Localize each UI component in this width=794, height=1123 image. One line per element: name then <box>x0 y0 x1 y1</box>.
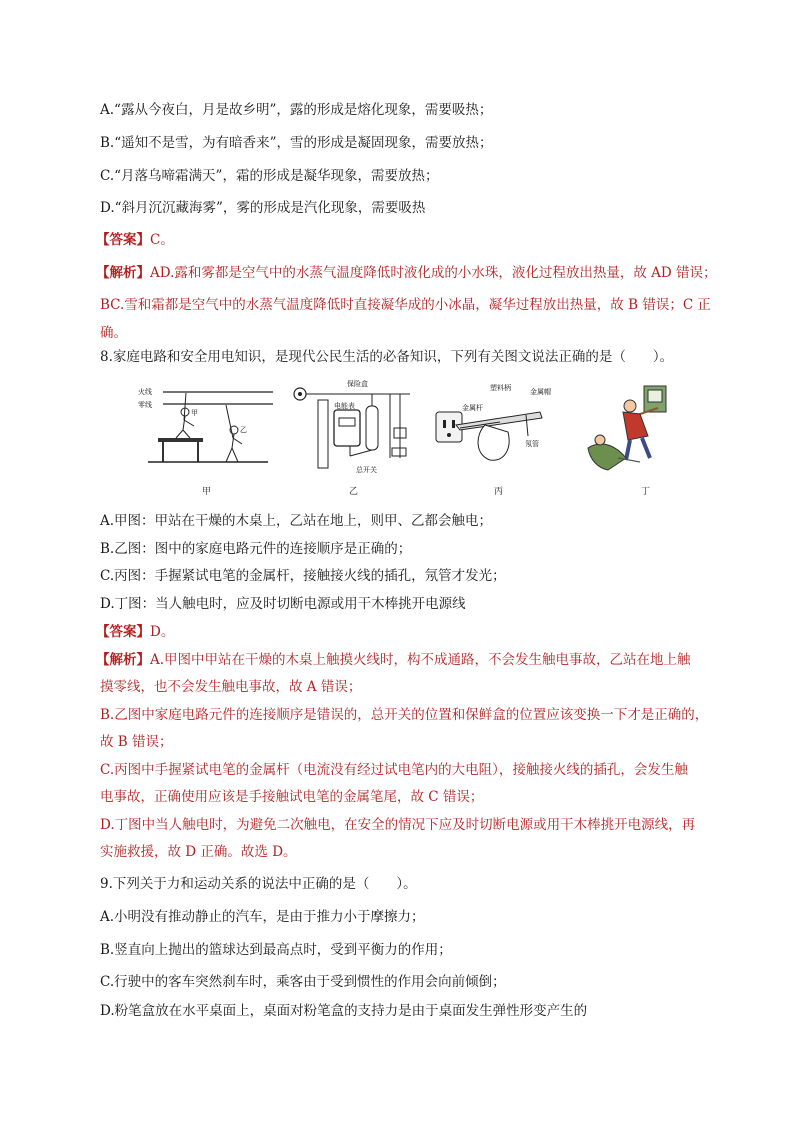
q7-option-b: B.“遥知不是雪，为有暗香来”，雪的形成是凝固现象，需要放热； <box>100 135 493 151</box>
q7-option-c: C.“月落乌啼霜满天”，霜的形成是凝华现象，需要放热； <box>100 168 439 184</box>
person-jia-label: 甲 <box>191 409 198 417</box>
q9-option-d: D.粉笔盒放在水平桌面上，桌面对粉笔盒的支持力是由于桌面发生弹性形变产生的 <box>100 1003 588 1019</box>
neon-tube-label: 氖管 <box>525 440 539 448</box>
q8-analysis-line-7: D.丁图中当人触电时，为避免二次触电，在安全的情况下应及时切断电源或用干木棒挑开电源线，再 <box>100 817 696 833</box>
q9-stem: 9.下列关于力和运动关系的说法中正确的是（ ）。 <box>100 876 417 892</box>
plastic-handle-label: 塑料柄 <box>490 384 511 392</box>
metal-cap-label: 金属帽 <box>530 388 551 396</box>
analysis-tag: 【解析】 <box>96 652 150 668</box>
answer-value: C。 <box>150 232 174 248</box>
answer-value: D。 <box>150 624 175 640</box>
q8-option-a: A.甲图：甲站在干燥的木桌上，乙站在地上，则甲、乙都会触电； <box>100 513 493 529</box>
figure-ding <box>578 378 688 478</box>
figure-yi <box>290 378 420 478</box>
main-switch-label: 总开关 <box>356 466 377 474</box>
answer-tag: 【答案】 <box>96 624 150 640</box>
figure-bing-caption: 丙 <box>494 487 504 497</box>
q9-option-c: C.行驶中的客车突然刹车时，乘客由于受到惯性的作用会向前倾倒； <box>100 974 506 990</box>
q7-analysis-line-3: 确。 <box>100 325 127 341</box>
q9-option-b: B.竖直向上抛出的篮球达到最高点时，受到平衡力的作用； <box>100 942 452 958</box>
q8-analysis-line-6: 电事故，正确使用应该是手接触试电笔的金属笔尾，故 C 错误； <box>100 789 484 805</box>
q9-option-a: A.小明没有推动静止的汽车，是由于推力小于摩擦力； <box>100 909 425 925</box>
q8-analysis-line-3: B.乙图中家庭电路元件的连接顺序是错误的，总开关的位置和保鲜盒的位置应该变换一下才是正确的， <box>100 707 709 723</box>
answer-tag: 【答案】 <box>96 232 150 248</box>
analysis-text: AD.露和雾都是空气中的水蒸气温度降低时液化成的小水珠，液化过程放出热量，故 AD 错误； <box>150 265 717 281</box>
figure-bing <box>430 380 560 480</box>
q8-stem: 8.家庭电路和安全用电知识，是现代公民生活的必备知识，下列有关图文说法正确的是（ ）。 <box>100 349 674 365</box>
figure-jia <box>138 380 273 475</box>
figure-yi-caption: 乙 <box>349 487 359 497</box>
q8-analysis-line-8: 实施救援，故 D 正确。故选 D。 <box>100 844 297 860</box>
analysis-text: A.甲图中甲站在干燥的木桌上触摸火线时，构不成通路，不会发生触电事故，乙站在地上触 <box>150 652 691 668</box>
meter-label: 电能表 <box>334 402 355 410</box>
q8-analysis-line-1 <box>96 650 691 670</box>
figure-ding-caption: 丁 <box>641 487 651 497</box>
fuse-box-label: 保险盒 <box>347 380 368 388</box>
metal-rod-label: 金属杆 <box>462 404 483 412</box>
q7-option-a: A.“露从今夜白，月是故乡明”，露的形成是熔化现象，需要吸热； <box>100 102 493 118</box>
q8-analysis-line-4: 故 B 错误； <box>100 734 173 750</box>
q8-option-c: C.丙图：手握紧试电笔的金属杆，接触接火线的插孔，氖管才发光； <box>100 568 506 584</box>
q8-option-d: D.丁图：当人触电时，应及时切断电源或用干木棒挑开电源线 <box>100 596 466 612</box>
q7-answer <box>96 230 174 250</box>
live-wire-label: 火线 <box>138 388 152 396</box>
q7-option-d: D.“斜月沉沉藏海雾”，雾的形成是汽化现象，需要吸热 <box>100 200 426 216</box>
person-yi-label: 乙 <box>240 426 247 434</box>
q8-analysis-line-5: C.丙图中手握紧试电笔的金属杆（电流没有经过试电笔内的大电阻），接触接火线的插孔，会发生触 <box>100 762 688 778</box>
q8-answer <box>96 622 174 642</box>
neutral-wire-label: 零线 <box>138 401 152 409</box>
q7-analysis-line-1 <box>96 263 717 283</box>
q7-analysis-line-2: BC.雪和霜都是空气中的水蒸气温度降低时直接凝华成的小冰晶，凝华过程放出热量，故 B 错误；C 正 <box>100 297 711 313</box>
q8-option-b: B.乙图：图中的家庭电路元件的连接顺序是正确的； <box>100 541 412 557</box>
analysis-tag: 【解析】 <box>96 265 150 281</box>
figure-jia-caption: 甲 <box>202 487 212 497</box>
q8-analysis-line-2: 摸零线，也不会发生触电事故，故 A 错误； <box>100 679 362 695</box>
